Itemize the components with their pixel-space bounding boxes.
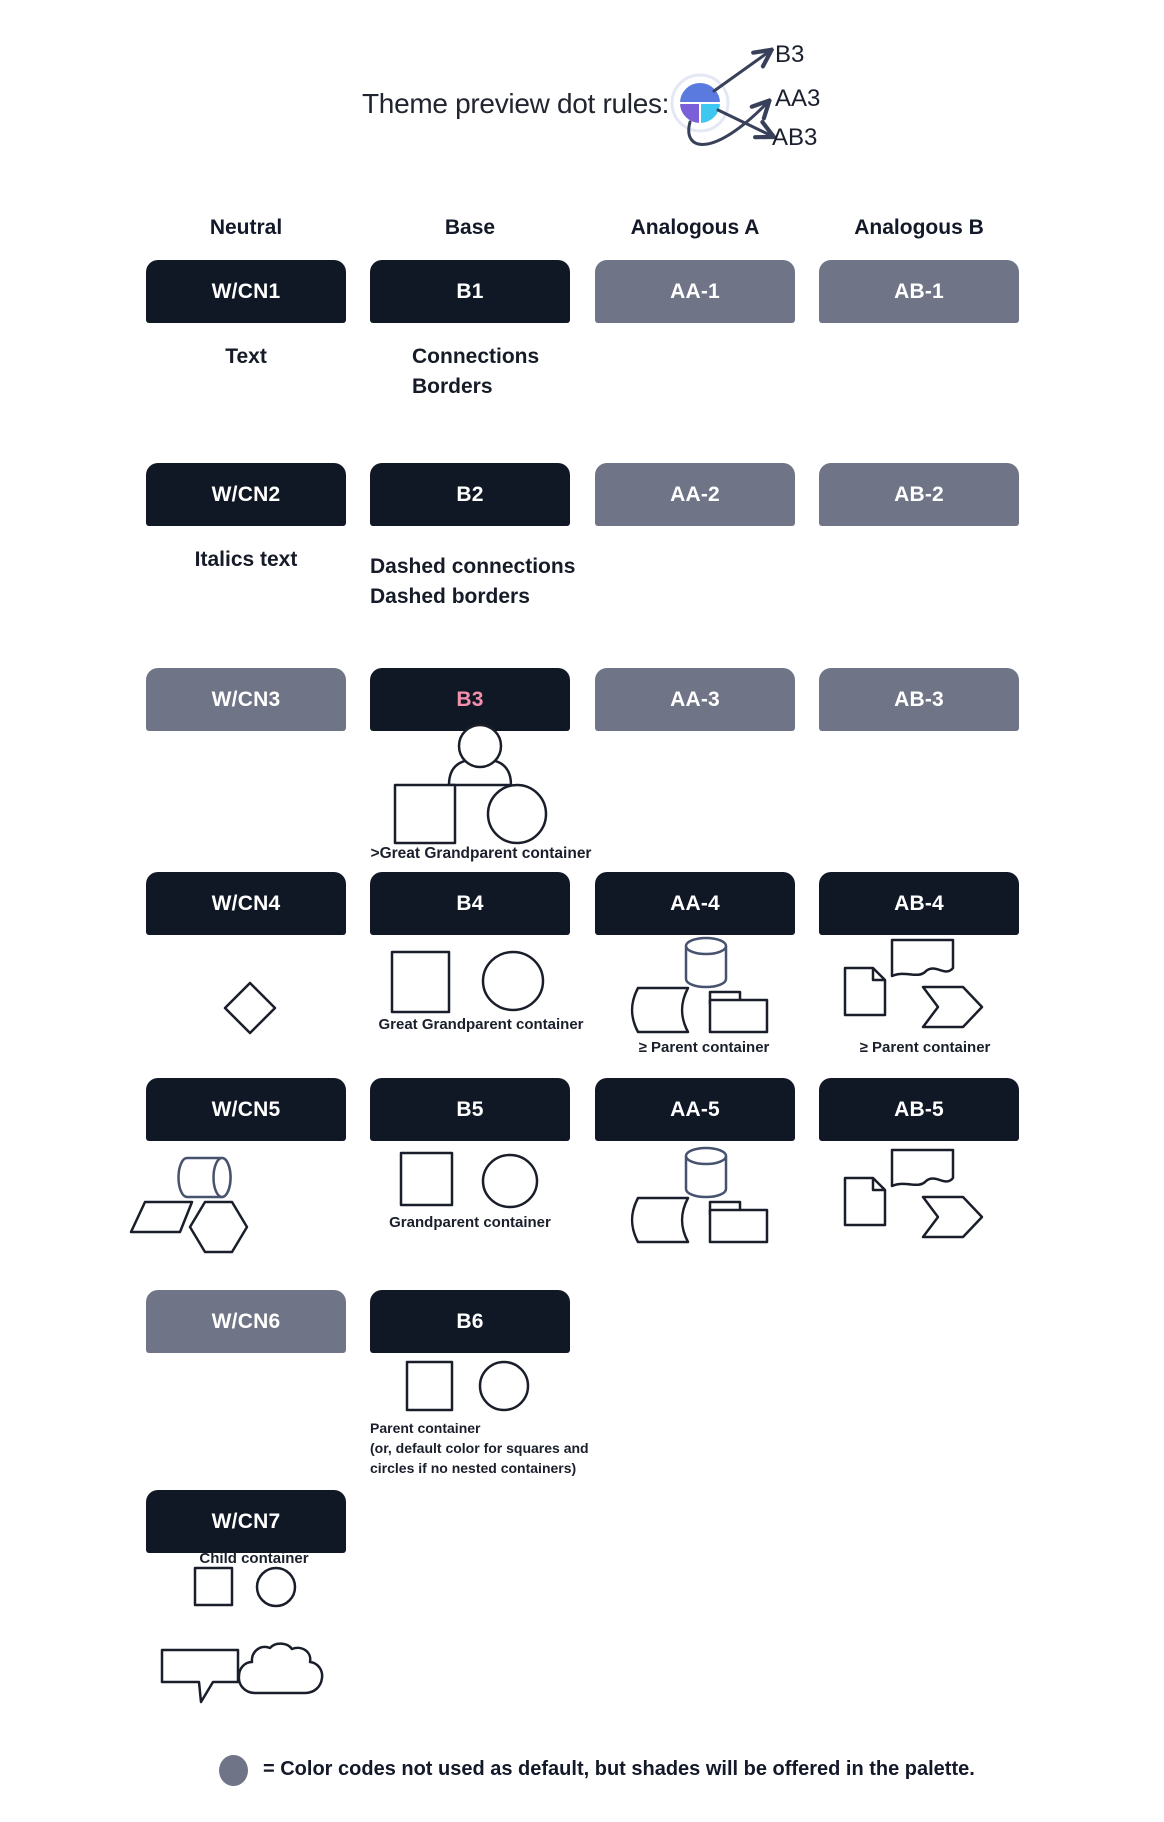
ab5-illustration bbox=[835, 1140, 1000, 1245]
swatch-ab1: AB-1 bbox=[819, 260, 1019, 323]
swatch-aa5: AA-5 bbox=[595, 1078, 795, 1141]
swatch-ab3: AB-3 bbox=[819, 668, 1019, 731]
aa5-illustration bbox=[625, 1140, 785, 1250]
square-shape bbox=[401, 1153, 452, 1205]
chevron-shape bbox=[923, 1197, 982, 1237]
swatch-b1: B1 bbox=[370, 260, 570, 323]
chevron-shape bbox=[923, 987, 982, 1027]
torn-paper-shape bbox=[892, 940, 953, 976]
dot-target-b3: B3 bbox=[775, 41, 805, 68]
column-header-analogous-a: Analogous A bbox=[630, 216, 760, 239]
swatch-b2: B2 bbox=[370, 463, 570, 526]
note-page-shape bbox=[845, 968, 885, 1015]
page-title: Theme preview dot rules: bbox=[362, 88, 670, 119]
circle-shape bbox=[483, 1155, 537, 1207]
swatch-b5: B5 bbox=[370, 1078, 570, 1141]
circle-shape bbox=[257, 1568, 295, 1606]
legend-dot-icon bbox=[219, 1755, 248, 1786]
wcn7-illustration bbox=[190, 1565, 310, 1610]
person-head-shape bbox=[459, 725, 501, 767]
b6-illustration bbox=[385, 1358, 555, 1414]
circle-shape bbox=[483, 952, 543, 1010]
swatch-aa1: AA-1 bbox=[595, 260, 795, 323]
column-header-neutral: Neutral bbox=[209, 216, 283, 239]
torn-paper-shape bbox=[892, 1150, 953, 1186]
note-page-shape bbox=[845, 1178, 885, 1225]
caption-b5-note: Grandparent container bbox=[389, 1214, 551, 1231]
swatch-aa3: AA-3 bbox=[595, 668, 795, 731]
caption-wcn7-note: Child container bbox=[199, 1550, 309, 1567]
b3-illustration bbox=[380, 722, 560, 857]
horizontal-cylinder-end-shape bbox=[214, 1158, 231, 1197]
swatch-wcn7: W/CN7 bbox=[146, 1490, 346, 1553]
ab4-illustration bbox=[835, 930, 1000, 1035]
caption-dashed-connections: Dashed connections bbox=[370, 555, 576, 578]
cloud-shape bbox=[239, 1644, 322, 1693]
swatch-wcn3: W/CN3 bbox=[146, 668, 346, 731]
square-shape bbox=[392, 952, 449, 1012]
wcn5-illustration bbox=[125, 1150, 255, 1260]
swatch-ab5: AB-5 bbox=[819, 1078, 1019, 1141]
swatch-b6: B6 bbox=[370, 1290, 570, 1353]
swatch-aa2: AA-2 bbox=[595, 463, 795, 526]
parallelogram-shape bbox=[131, 1202, 192, 1232]
swatch-b3: B3 bbox=[370, 668, 570, 731]
caption-aa4-note: ≥ Parent container bbox=[638, 1039, 770, 1056]
swatch-ab4: AB-4 bbox=[819, 872, 1019, 935]
arrow-to-b3 bbox=[714, 51, 770, 91]
caption-dashed-borders: Dashed borders bbox=[370, 585, 530, 608]
caption-italics-text: Italics text bbox=[194, 548, 298, 571]
speech-bubble-shape bbox=[162, 1650, 238, 1702]
swatch-b4: B4 bbox=[370, 872, 570, 935]
swatch-aa4: AA-4 bbox=[595, 872, 795, 935]
wcn7-extra-illustration bbox=[155, 1640, 340, 1710]
aa4-illustration bbox=[625, 930, 785, 1040]
square-shape bbox=[407, 1362, 452, 1410]
circle-shape bbox=[480, 1362, 528, 1410]
folder-body-shape bbox=[710, 1000, 767, 1032]
swatch-wcn1: W/CN1 bbox=[146, 260, 346, 323]
swatch-wcn4: W/CN4 bbox=[146, 872, 346, 935]
caption-b6-note-line2: (or, default color for squares and bbox=[370, 1440, 589, 1456]
square-shape bbox=[195, 1568, 232, 1605]
swatch-ab2: AB-2 bbox=[819, 463, 1019, 526]
caption-borders: Borders bbox=[412, 375, 493, 398]
b4-illustration bbox=[385, 945, 555, 1025]
b5-illustration bbox=[385, 1148, 555, 1213]
cylinder-top-shape bbox=[686, 938, 726, 954]
theme-preview-dot-icon bbox=[650, 26, 785, 166]
swatch-wcn5: W/CN5 bbox=[146, 1078, 346, 1141]
circle-shape bbox=[488, 785, 546, 843]
swatch-wcn6: W/CN6 bbox=[146, 1290, 346, 1353]
diamond-shape bbox=[225, 983, 275, 1033]
dot-target-ab3: AB3 bbox=[772, 124, 818, 151]
wcn4-illustration bbox=[222, 980, 278, 1036]
column-header-base: Base bbox=[444, 216, 496, 239]
swatch-wcn2: W/CN2 bbox=[146, 463, 346, 526]
caption-dashed bbox=[370, 552, 575, 612]
hexagon-shape bbox=[190, 1202, 247, 1252]
curved-panel-shape bbox=[632, 988, 688, 1032]
column-header-analogous-b: Analogous B bbox=[854, 216, 984, 239]
caption-b3-note: >Great Grandparent container bbox=[370, 845, 592, 862]
caption-b6-note-line3: circles if no nested containers) bbox=[370, 1460, 577, 1476]
cylinder-top-shape bbox=[686, 1148, 726, 1164]
caption-text: Text bbox=[225, 345, 267, 368]
caption-connections-borders bbox=[412, 342, 539, 402]
caption-b4-note: Great Grandparent container bbox=[378, 1016, 584, 1033]
caption-ab4-note: ≥ Parent container bbox=[859, 1039, 991, 1056]
folder-body-shape bbox=[710, 1210, 767, 1242]
legend-text: = Color codes not used as default, but shades will be offered in the palette. bbox=[263, 1758, 975, 1780]
square-shape bbox=[395, 785, 455, 843]
curved-panel-shape bbox=[632, 1198, 688, 1242]
caption-b6-note-line1: Parent container bbox=[370, 1420, 481, 1436]
caption-b6-note bbox=[370, 1418, 710, 1478]
caption-connections: Connections bbox=[412, 345, 540, 368]
dot-target-aa3: AA3 bbox=[775, 85, 821, 112]
